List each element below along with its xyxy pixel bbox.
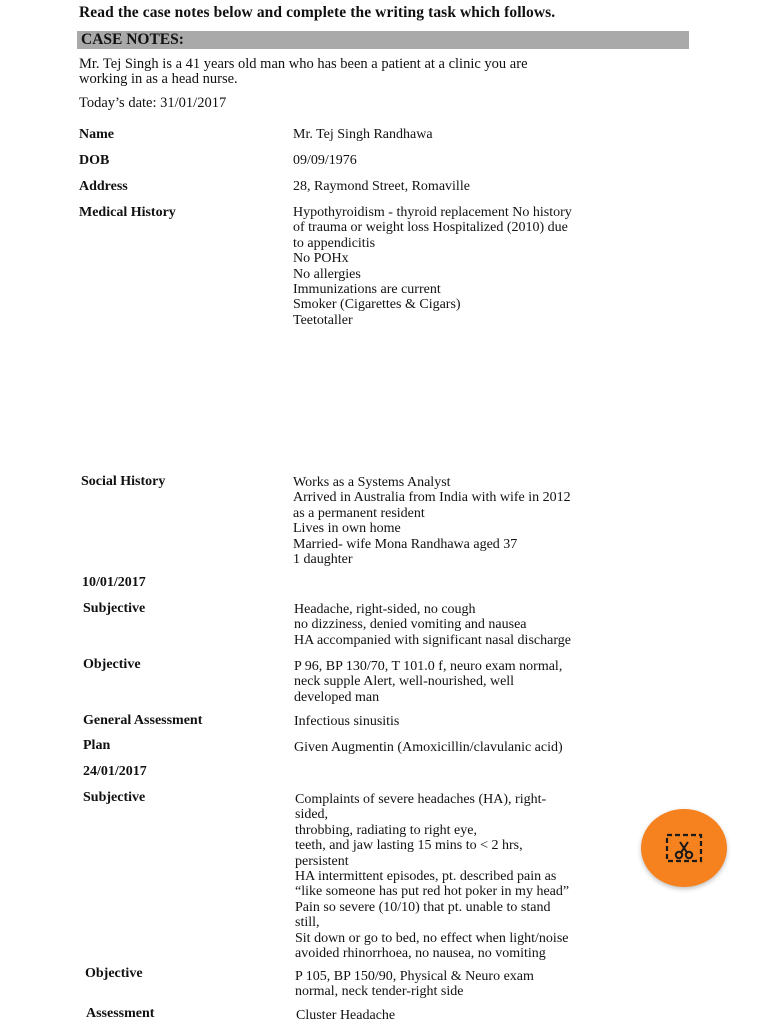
- name-value: [293, 127, 433, 142]
- subjective-line: HA accompanied with significant nasal discharge: [294, 632, 571, 648]
- case-notes-banner: [77, 31, 689, 49]
- subjective-line: sided,: [295, 807, 329, 823]
- assessment-text: Cluster Headache: [296, 1008, 396, 1023]
- address-text: 28, Raymond Street, Romaville: [293, 179, 470, 194]
- subjective-label: Subjective: [83, 601, 146, 616]
- subjective-value: [295, 792, 569, 961]
- instruction-text: Read the case notes below and complete the writing task which follows.: [79, 4, 556, 21]
- medical-history-line: Teetotaller: [293, 312, 353, 328]
- dob-value: [293, 153, 357, 168]
- social-history-line: Married- wife Mona Randhawa aged 37: [293, 536, 518, 552]
- assessment-text: Infectious sinusitis: [294, 714, 400, 729]
- objective-line: P 96, BP 130/70, T 101.0 f, neuro exam normal,: [294, 659, 563, 674]
- subjective-line: persistent: [295, 853, 349, 869]
- screenshot-crop-button[interactable]: [641, 809, 727, 887]
- objective-value: [294, 659, 562, 705]
- objective-line: neck supple Alert, well-nourished, well: [294, 674, 515, 690]
- objective-label: Objective: [85, 966, 143, 981]
- dob-label: DOB: [79, 153, 110, 168]
- todays-date: Today’s date: 31/01/2017: [79, 95, 227, 111]
- assessment-value: [296, 1008, 395, 1023]
- subjective-line: still,: [295, 915, 320, 931]
- assessment-label: Assessment: [86, 1006, 155, 1021]
- social-history-line: 1 daughter: [293, 552, 353, 568]
- visit-date: 24/01/2017: [83, 764, 147, 779]
- objective-value: [295, 969, 534, 1000]
- subjective-line: no dizziness, denied vomiting and nausea: [294, 617, 527, 633]
- subjective-line: HA intermittent episodes, pt. described pain as: [295, 869, 557, 885]
- intro-line: Mr. Tej Singh is a 41 years old man who has been a patient at a clinic you are: [79, 56, 528, 72]
- subjective-line: Complaints of severe headaches (HA), right-: [295, 792, 547, 807]
- medical-history-line: of trauma or weight loss Hospitalized (2010) due: [293, 220, 568, 236]
- visit-date: 10/01/2017: [82, 575, 146, 590]
- social-history-value: [293, 475, 571, 567]
- social-history-line: Lives in own home: [293, 521, 401, 537]
- medical-history-line: No allergies: [293, 266, 361, 282]
- plan-label: Plan: [83, 738, 111, 753]
- objective-line: P 105, BP 150/90, Physical & Neuro exam: [295, 969, 534, 984]
- medical-history-value: [293, 205, 572, 328]
- subjective-label: Subjective: [83, 790, 146, 805]
- address-value: [293, 179, 470, 194]
- subjective-line: “like someone has put red hot poker in my head”: [295, 884, 570, 900]
- medical-history-line: to appendicitis: [293, 235, 376, 251]
- medical-history-line: No POHx: [293, 251, 349, 267]
- plan-value: [294, 740, 563, 755]
- plan-text: Given Augmentin (Amoxicillin/clavulanic acid): [294, 740, 563, 755]
- social-history-line: Works as a Systems Analyst: [293, 475, 451, 490]
- social-history-line: Arrived in Australia from India with wife in 2012: [293, 490, 571, 506]
- case-notes-heading: CASE NOTES:: [81, 31, 184, 48]
- subjective-line: avoided rhinorrhoea, no nausea, no vomiting: [295, 946, 546, 962]
- subjective-line: Sit down or go to bed, no effect when light/noise: [295, 930, 569, 946]
- social-history-label: Social History: [81, 474, 166, 489]
- address-label: Address: [79, 179, 128, 194]
- social-history-line: as a permanent resident: [293, 505, 425, 521]
- objective-line: normal, neck tender-right side: [295, 984, 464, 1000]
- name-label: Name: [79, 127, 114, 142]
- medical-history-label: Medical History: [79, 205, 176, 220]
- objective-line: developed man: [294, 689, 380, 705]
- subjective-line: Pain so severe (10/10) that pt. unable to stand: [295, 899, 551, 915]
- dob-text: 09/09/1976: [293, 153, 357, 168]
- intro-paragraph: [79, 57, 694, 87]
- scissors-icon: [664, 831, 704, 865]
- medical-history-line: Hypothyroidism - thyroid replacement No history: [293, 205, 572, 220]
- subjective-line: throbbing, radiating to right eye,: [295, 822, 477, 838]
- objective-label: Objective: [83, 657, 141, 672]
- subjective-value: [294, 602, 571, 648]
- general-assessment-value: [294, 714, 399, 729]
- subjective-line: Headache, right-sided, no cough: [294, 602, 476, 617]
- name-text: Mr. Tej Singh Randhawa: [293, 127, 433, 142]
- medical-history-line: Immunizations are current: [293, 282, 441, 298]
- subjective-line: teeth, and jaw lasting 15 mins to < 2 hrs,: [295, 838, 523, 854]
- medical-history-line: Smoker (Cigarettes & Cigars): [293, 297, 461, 313]
- general-assessment-label: General Assessment: [83, 713, 203, 728]
- intro-line: working in as a head nurse.: [79, 71, 238, 87]
